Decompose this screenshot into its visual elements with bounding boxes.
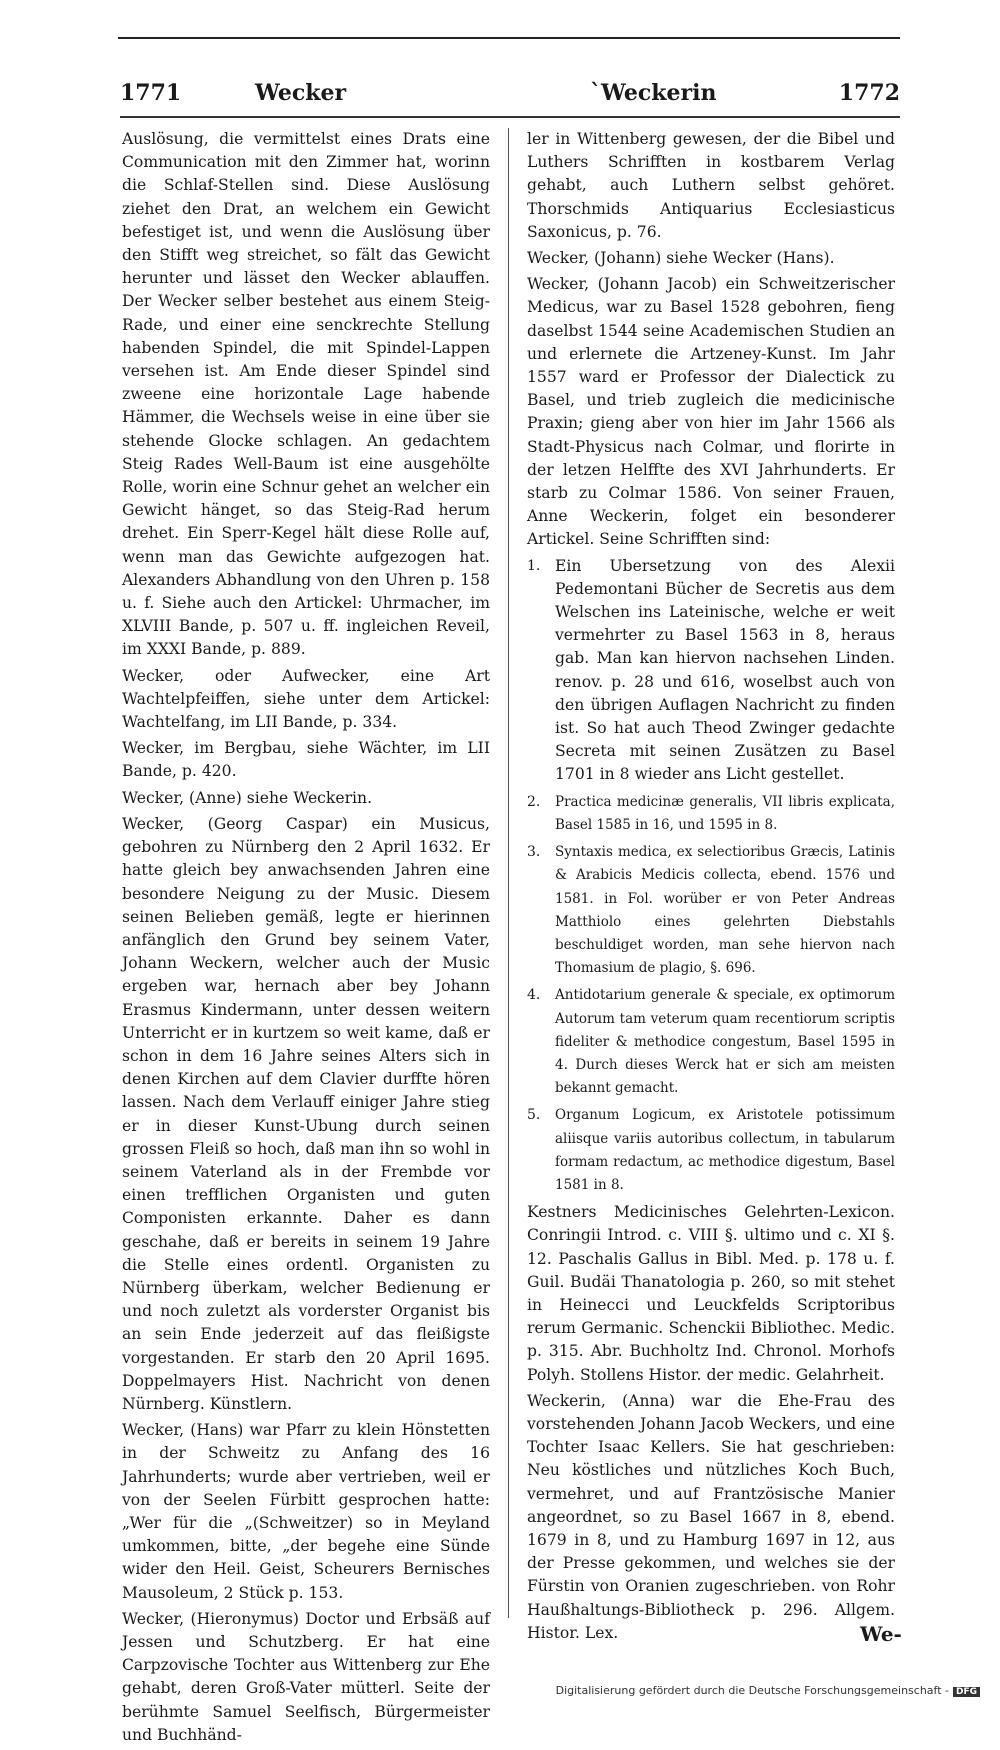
list-item [527, 555, 895, 787]
list-text: Ein Ubersetzung von des Alexii Pedemontani Bücher de Secretis aus dem Welschen ins Lateinische, welche er weit vermehrter zu Basel 1563 in 8, heraus gab. Man kan hiervon nachsehen Linden. renov. p. 28 und 616, woselbst auch von den übrigen Auflagen Nachricht zu finden ist. So hat auch Theod Zwinger gedachte Secreta mit seinen Zusätzen zu Basel 1701 in 8 wieder ans Licht gestellet. [555, 556, 895, 784]
page-header [120, 80, 900, 114]
running-title-right: `Weckerin [590, 80, 717, 106]
list-text: Organum Logicum, ex Aristotele potissimum aliisque variis autoribus collectum, in tabularum formam redactum, ac methodice digestum, Basel 1581 in 8. [555, 1107, 895, 1193]
list-item [527, 791, 895, 837]
list-number: 2. [527, 793, 541, 810]
entry-weckerin-anna: Weckerin, (Anna) war die Ehe-Frau des vorstehenden Johann Jacob Weckers, und eine Tochter Isaac Kellers. Sie hat geschrieben: Neu köstliches und nützliches Koch Buch, vermehret, und auf Frantzösische Manier angeordnet, so zu Basel 1667 in 8, ebend. 1679 in 8, und zu Hamburg 1697 in 12, aus der Presse gekommen, und welches sie der Fürstin von Oranien zugeschrieben. von Rohr Haußhaltungs-Bibliotheck p. 296. Allgem. Histor. Lex. [527, 1391, 895, 1642]
entry-wecker-georg-caspar: Wecker, (Georg Caspar) ein Musicus, gebohren zu Nürnberg den 2 April 1632. Er hatte gleich bey anwachsenden Jahren eine besondere Neigung zu der Music. Diesem seinen Belieben gemäß, legte er hierinnen anfänglich den Grund bey seinem Vater, Johann Weckern, welcher auch der Music ergeben war, hernach aber bey Johann Erasmus Kindermann, unter dessen weitern Unterricht er in kurtzem so weit kame, daß er schon in dem 16 Jahre seines Alters sich in denen Kirchen auf dem Clavier durffte hören lassen. Nach dem Verlauff einiger Jahre stieg er in dieser Kunst-Ubung durch seinen grossen Fleiß so hoch, daß man ihn so wohl in seinem Vaterland als in der Frembde vor einen trefflichen Organisten und guten Componisten erkannte. Daher es dann geschahe, daß er bereits in seinem 19 Jahre die Stelle eines ordentl. Organisten zu Nürnberg überkam, welcher Bedienung er und noch zuletzt als vorderster Organist bis an sein Ende jederzeit auf das fleißigste vorgestanden. Er starb den 20 April 1695. Doppelmayers Hist. Nachricht von denen Nürnberg. Künstlern. [122, 814, 490, 1413]
entry-wecker-hans: Wecker, (Hans) war Pfarr zu klein Hönstetten in der Schweitz zu Anfang des 16 Jahrhunderts; wurde aber vertrieben, weil er von der Seelen Fürbitt gesprochen hatte: „Wer für die „(Schweitzer) so in Meyland umkommen, bitte, „der begehe eine Sünde wider den Heil. Geist, Scheurers Bernisches Mausoleum, 2 Stück p. 153. [122, 1421, 490, 1602]
paragraph-continuation: ler in Wittenberg gewesen, der die Bibel und Luthers Schrifften in kostbarem Verlag gehabt, auch Luthern selbst gehöret. Thorschmids Antiquarius Ecclesiasticus Saxonicus, p. 76. [527, 130, 895, 241]
list-item [527, 841, 895, 980]
paragraph-ausloesung: Auslösung, die vermittelst eines Drats eine Communication mit den Zimmer hat, worinn die Schlaf-Stellen sind. Diese Auslösung ziehet den Drat, an welchem ein Gewicht befestiget ist, und wenn die Auslösung über den Stifft weg streichet, so fält das Gewicht herunter und lässet den Wecker ablauffen. Der Wecker selber bestehet aus einem Steig-Rade, und einer eine senckrechte Stellung habenden Spindel, die mit Spindel-Lappen versehen ist. Am Ende dieser Spindel sind zweene eine horizontale Lage habende Hämmer, die Wechsels weise in eine über sie stehende Glocke schlagen. An gedachtem Steig Rades Well-Baum ist eine ausgehölte Rolle, worin eine Schnur gehet an welcher ein Gewicht hänget, so das Steig-Rad herum drehet. Ein Sperr-Kegel hält diese Rolle auf, wenn man das Gewichte aufgezogen hat. Alexanders Abhandlung von den Uhren p. 158 u. f. Siehe auch den Artickel: Uhrmacher, im XLVIII Bande, p. 507 u. ff. ingleichen Reveil, im XXXI Bande, p. 889. [122, 130, 490, 659]
entry-wecker-aufwecker: Wecker, oder Aufwecker, eine Art Wachtelpfeiffen, siehe unter dem Artickel: Wachtelfang, im LII Bande, p. 334. [122, 666, 490, 732]
entry-wecker-johann-jacob: Wecker, (Johann Jacob) ein Schweitzerischer Medicus, war zu Basel 1528 gebohren, fieng daselbst 1544 seine Academischen Studien an und erlernete die Artzeney-Kunst. Im Jahr 1557 ward er Professor der Dialectick zu Basel, und trieb zugleich die medicinische Praxin; gieng aber von hier im Jahr 1566 als Stadt-Physicus nach Colmar, und florirte in der letzen Helffte des XVI Jahrhunderts. Er starb zu Colmar 1586. Von seiner Frauen, Anne Weckerin, folget ein besonderer Artickel. Seine Schrifften sind: [527, 275, 895, 549]
entry-wecker-anne: Wecker, (Anne) siehe Weckerin. [122, 788, 373, 807]
entry-wecker-bergbau: Wecker, im Bergbau, siehe Wächter, im LII Bande, p. 420. [122, 739, 490, 781]
list-number: 1. [527, 557, 541, 574]
list-text: Syntaxis medica, ex selectioribus Græcis, Latinis & Arabicis Medicis collecta, ebend. 1576 und 1581. in Fol. worüber er von Peter Andreas Matthiolo eines gelehrten Diebstahls beschuldiget worden, man sehe hiervon nach Thomasium de plagio, §. 696. [555, 844, 895, 977]
page-number-right: 1772 [838, 80, 900, 106]
entry-wecker-hieronymus: Wecker, (Hieronymus) Doctor und Erbsäß auf Jessen und Schutzberg. Er hat eine Carpzovische Tochter aus Wittenberg zur Ehe gehabt, deren Groß-Vater mütterl. Seite der berühmte Samuel Seelfisch, Bürgermeister und Buchhänd- [122, 1609, 490, 1744]
list-number: 5. [527, 1107, 541, 1124]
list-item [527, 1104, 895, 1197]
top-border [118, 37, 900, 39]
digitization-footer [500, 1684, 980, 1704]
running-title-left: Wecker [255, 80, 347, 106]
list-number: 3. [527, 844, 541, 861]
left-column [122, 128, 490, 1750]
list-text: Antidotarium generale & speciale, ex optimorum Autorum tam veterum quam recentiorum scriptis fideliter & methodice congestum, Basel 1595 in 4. Durch dieses Werck hat er sich am meisten bekannt gemacht. [555, 987, 895, 1097]
right-column [527, 128, 895, 1648]
dfg-logo-badge: DFG [953, 1687, 980, 1697]
column-divider [508, 128, 509, 1618]
page-number-left: 1771 [120, 80, 182, 106]
list-number: 4. [527, 987, 541, 1004]
catchword: We- [860, 1622, 902, 1646]
list-text: Practica medicinæ generalis, VII libris explicata, Basel 1585 in 16, und 1595 in 8. [555, 793, 895, 833]
list-item [527, 984, 895, 1100]
references-paragraph: Kestners Medicinisches Gelehrten-Lexicon. Conringii Introd. c. VIII §. ultimo und c. XI §. 12. Paschalis Gallus in Bibl. Med. p. 178 u. f. Guil. Budäi Thanatologia p. 260, so mit stehet in Heinecci und Leuckfelds Scriptoribus rerum Germanic. Schenckii Bibliothec. Medic. p. 315. Abr. Buchholtz Ind. Chronol. Morhofs Polyh. Stollens Histor. der medic. Gelahrheit. [527, 1203, 895, 1384]
entry-wecker-johann: Wecker, (Johann) siehe Wecker (Hans). [527, 249, 835, 268]
works-list [527, 555, 895, 1197]
header-rule [120, 116, 900, 118]
footer-text: Digitalisierung gefördert durch die Deutsche Forschungsgemeinschaft - [555, 1684, 949, 1697]
